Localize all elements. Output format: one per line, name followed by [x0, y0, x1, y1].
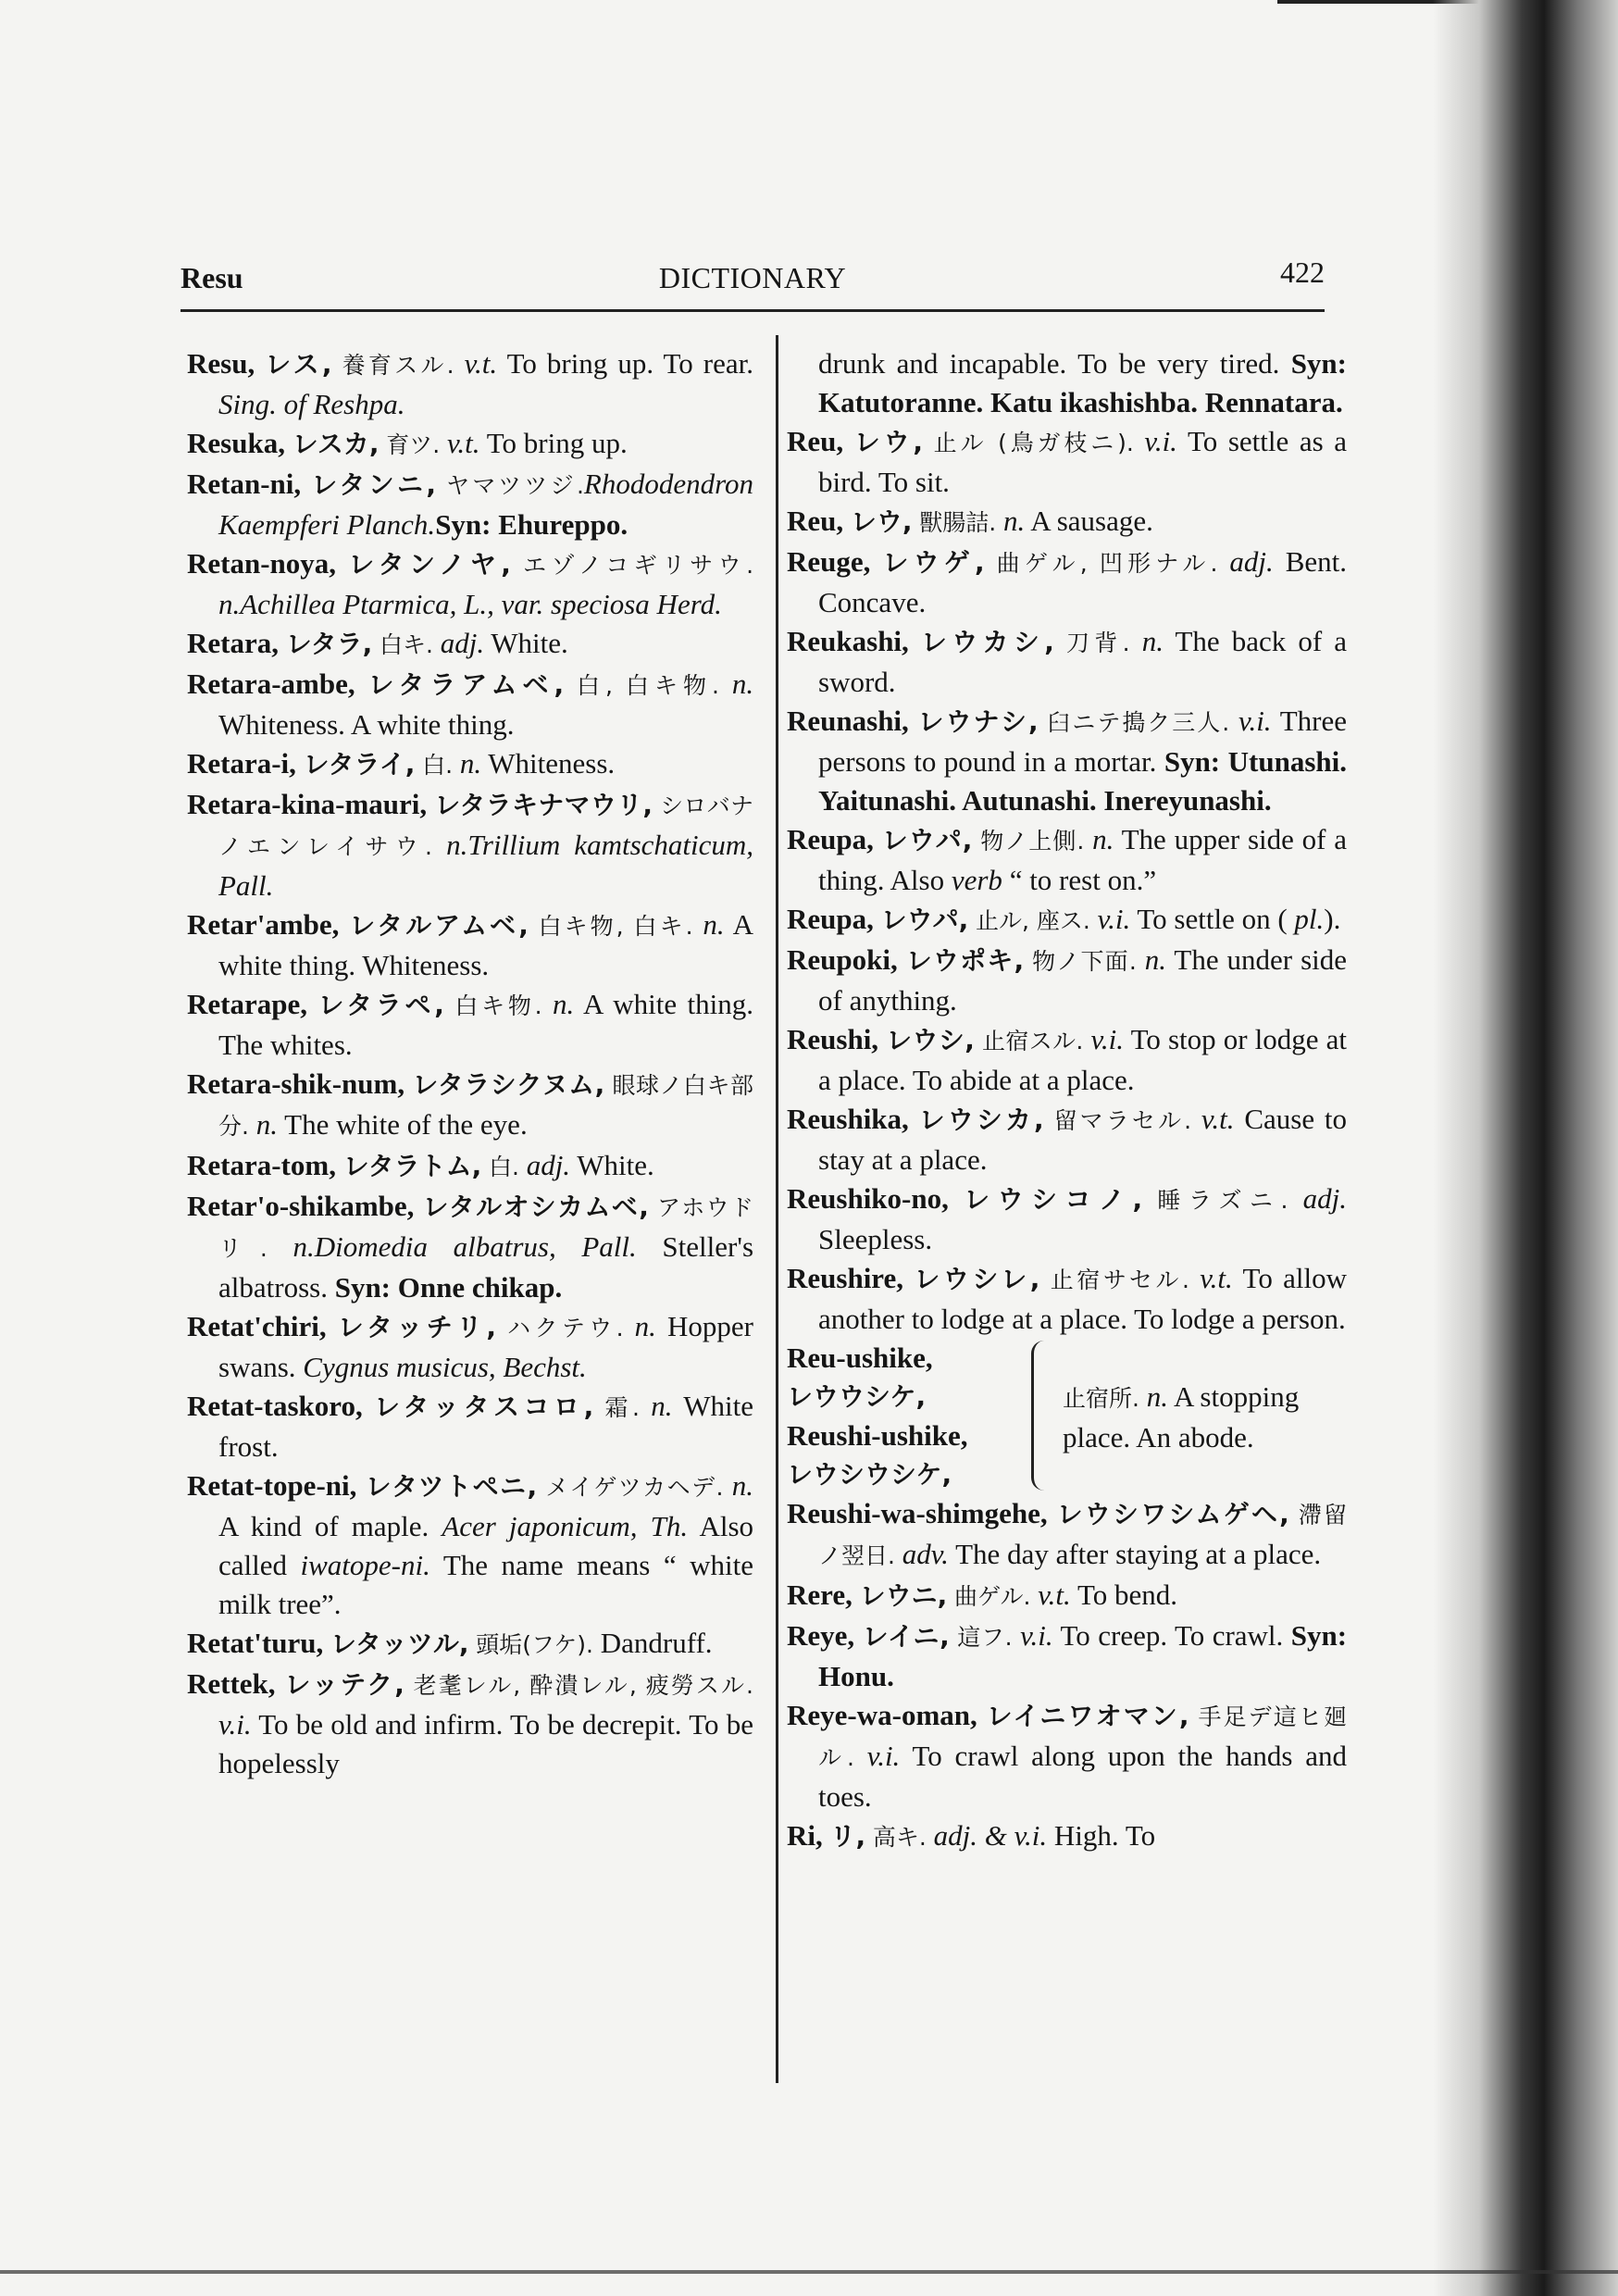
english-gloss: Hopper swans. [218, 1310, 753, 1383]
grouped-kanji: 止宿所. [1063, 1385, 1139, 1412]
headword-kana: リ, [829, 1821, 866, 1852]
japanese-gloss: 霜. [604, 1394, 640, 1421]
headword-kana: レウ, [850, 506, 913, 537]
part-of-speech: n. [218, 588, 241, 620]
headword-kana: レタルアムベ, [349, 910, 529, 941]
headword-kana: レス, [265, 349, 332, 380]
grouped-headword: Reu-ushike, [787, 1341, 933, 1374]
part-of-speech: n. [446, 829, 468, 861]
english-gloss: Dandruff. [600, 1627, 713, 1659]
headword: Retan-noya, [187, 547, 337, 580]
part-of-speech: v.t. [1201, 1103, 1235, 1135]
italic-gloss: iwatope-ni. [300, 1549, 430, 1581]
japanese-gloss: 頭垢(フケ). [476, 1631, 593, 1658]
headword: Reushi-wa-shimgehe, [787, 1497, 1048, 1529]
headword: Reunashi, [787, 705, 909, 737]
dictionary-entry [787, 422, 1347, 502]
grouped-headwords [787, 1339, 1046, 1494]
headword-kana: レウポキ, [905, 945, 1025, 976]
japanese-gloss: 物ノ下面. [1032, 948, 1137, 975]
japanese-gloss: 臼ニテ搗ク三人. [1047, 709, 1230, 736]
part-of-speech: n. [292, 1230, 315, 1263]
english-gloss: To be old and infirm. To be decrepit. To be hopelessly [218, 1708, 753, 1779]
dictionary-entry [787, 622, 1347, 702]
dictionary-entry [187, 665, 753, 744]
headword-kana: レウニ, [859, 1580, 948, 1611]
headword-kana: レタライ, [303, 749, 416, 780]
synonyms: Syn: Utunashi. Yaitunashi. Autunashi. Inereyunashi. [818, 745, 1347, 817]
headword-kana: レタッチリ, [337, 1312, 497, 1342]
italic-gloss: Diomedia albatrus, Pall. [314, 1230, 637, 1263]
headword: Retar'o-shikambe, [187, 1190, 415, 1222]
part-of-speech: adv. [902, 1538, 949, 1570]
headword-kana: レウシワシムゲヘ, [1056, 1499, 1289, 1529]
english-gloss: A sausage. [1030, 505, 1153, 537]
synonyms: Syn: Ehureppo. [435, 508, 629, 541]
header-rule [180, 309, 1325, 312]
english-gloss: To crawl along upon the hands and toes. [818, 1740, 1347, 1813]
english-gloss: The under side of anything. [818, 943, 1348, 1017]
japanese-gloss: ハクテウ. [507, 1315, 624, 1341]
dictionary-entry [187, 1387, 753, 1466]
japanese-gloss: 滯留ノ翌日. [818, 1502, 1347, 1569]
right-column [787, 344, 1347, 1857]
part-of-speech: n. [731, 668, 754, 700]
headword-kana: レタンノヤ, [348, 549, 511, 580]
japanese-gloss: 白. [422, 752, 454, 779]
part-of-speech: n. [553, 988, 575, 1020]
headword: Retara-i, [187, 747, 296, 780]
english-gloss: To bend. [1077, 1578, 1178, 1611]
dictionary-entry [787, 820, 1347, 900]
part-of-speech: v.i. [866, 1740, 901, 1772]
part-of-speech: adj. [440, 627, 485, 659]
headword: Resu, [187, 347, 255, 380]
headword: Retara-shik-num, [187, 1067, 405, 1100]
headword: Resuka, [187, 427, 285, 459]
headword-kana: レタラシクヌム, [412, 1069, 605, 1100]
part-of-speech: n. [1144, 943, 1167, 976]
japanese-gloss: 養育スル. [342, 352, 454, 379]
english-gloss: To settle on ( [1137, 903, 1288, 935]
headword-kana: レウシカ, [918, 1104, 1044, 1135]
japanese-gloss: 白, 白キ物. [577, 672, 720, 699]
english-gloss: White frost. [218, 1390, 753, 1463]
dictionary-entry [187, 344, 753, 424]
page-header [180, 256, 1325, 298]
headword-kana: レタラペ, [317, 990, 444, 1020]
dictionary-entry [187, 465, 753, 544]
japanese-gloss: 留マラセル. [1053, 1107, 1192, 1134]
dictionary-entry [187, 1466, 753, 1624]
headword-kana: レウゲ, [882, 547, 985, 578]
headword: Reushiko-no, [787, 1182, 949, 1215]
headword: Retat-tope-ni, [187, 1469, 357, 1502]
grouped-definition [1063, 1378, 1340, 1457]
headword: Retat'chiri, [187, 1310, 327, 1342]
synonyms: Syn: Katutoranne. Katu ikashishba. Rennatara. [818, 347, 1347, 418]
japanese-gloss: ヤマツツジ. [446, 472, 584, 499]
japanese-gloss: 止ル, 座ス. [976, 907, 1090, 934]
japanese-gloss: 這フ. [957, 1624, 1013, 1651]
italic-gloss: Sing. of Reshpa. [218, 388, 405, 420]
italic-gloss: Acer japonicum, Th. [442, 1510, 689, 1542]
brace [1031, 1341, 1054, 1491]
part-of-speech: v.t. [1200, 1262, 1233, 1294]
english-gloss: High. To [1053, 1819, 1156, 1852]
headword: Reushika, [787, 1103, 909, 1135]
headword-kana: レタッタスコロ, [373, 1391, 594, 1422]
dictionary-entry [187, 544, 753, 624]
column-divider [776, 335, 778, 2083]
dictionary-entry [787, 344, 1347, 422]
part-of-speech: v.t. [446, 427, 480, 459]
right-column-entries-after [787, 1494, 1347, 1857]
japanese-gloss: 眼球ノ白キ部分. [218, 1072, 753, 1140]
grouped-entry [787, 1339, 1347, 1494]
english-gloss: A white thing. Whiteness. [218, 908, 754, 981]
gloss-tail: ). [1324, 903, 1341, 935]
english-gloss: To allow another to lodge at a place. To lodge a person. [818, 1262, 1347, 1335]
part-of-speech: adj. [1229, 545, 1274, 578]
dictionary-entry [787, 1020, 1347, 1100]
headword-kana: レタツトペニ, [365, 1471, 538, 1502]
synonyms: Syn: Honu. [818, 1619, 1348, 1692]
headword: Reushire, [787, 1262, 904, 1294]
part-of-speech: adj. [1302, 1182, 1348, 1215]
headword-kana: レスカ, [292, 429, 380, 459]
english-gloss: To settle as a bird. To sit. [818, 425, 1348, 498]
gloss-tail: Also called [218, 1510, 754, 1581]
dictionary-entry [187, 1065, 753, 1146]
english-gloss: Three persons to pound in a mortar. [818, 705, 1348, 778]
part-of-speech: v.i. [1238, 705, 1272, 737]
dictionary-entry [187, 1146, 753, 1187]
dictionary-entry [187, 785, 753, 905]
italic-gloss: Rhododendron Kaempferi Planch. [218, 468, 753, 541]
japanese-gloss: 止宿サセル. [1050, 1267, 1189, 1293]
headword: Reuge, [787, 545, 871, 578]
headword-kana: レウカシ, [920, 627, 1054, 657]
part-of-speech: n. [703, 908, 725, 941]
english-gloss: A white thing. The whites. [218, 988, 754, 1061]
english-gloss: To creep. To crawl. [1060, 1619, 1291, 1652]
grouped-headword: Reushi-ushike, [787, 1419, 968, 1452]
japanese-gloss: 白キ物, 白キ. [538, 913, 693, 940]
italic-gloss: Achillea Ptarmica, L., var. speciosa Herd. [240, 588, 722, 620]
part-of-speech: n. [731, 1469, 753, 1502]
part-of-speech: v.t. [464, 347, 498, 380]
english-gloss: The back of a sword. [818, 625, 1348, 698]
dictionary-entry [187, 905, 753, 985]
headword-kana: レウシレ, [914, 1264, 1040, 1294]
dictionary-entry [187, 985, 753, 1065]
headword-kana: レタッツル, [330, 1628, 469, 1659]
japanese-gloss: 止宿スル. [981, 1028, 1084, 1054]
headword: Retara-ambe, [187, 668, 355, 700]
headword-kana: レウナシ, [917, 706, 1039, 737]
part-of-speech: n. [634, 1310, 656, 1342]
part-of-speech: adj. [526, 1149, 571, 1181]
english-gloss: Sleepless. [818, 1223, 933, 1255]
japanese-gloss: 高キ. [872, 1824, 927, 1851]
part-of-speech: n. [1092, 823, 1114, 855]
english-gloss: The white of the eye. [284, 1108, 528, 1141]
part-of-speech: v.i. [1090, 1023, 1125, 1055]
dictionary-entry [787, 1576, 1347, 1616]
japanese-gloss: エゾノコギリサウ. [523, 552, 754, 579]
headword-kana: レウパ, [881, 825, 973, 855]
dictionary-entry [787, 1100, 1347, 1179]
book-gutter-shadow [1433, 0, 1618, 2296]
dictionary-entry [787, 1179, 1347, 1259]
headword: Reu, [787, 425, 844, 457]
headword: Retara-tom, [187, 1149, 336, 1181]
headword: Reu, [787, 505, 844, 537]
italic-gloss: verb [951, 864, 1002, 896]
dictionary-entry [787, 502, 1347, 543]
part-of-speech: v.t. [1038, 1578, 1071, 1611]
headword: Rere, [787, 1578, 853, 1611]
gloss-tail: Steller's albatross. [218, 1230, 754, 1304]
headword: Reupa, [787, 823, 874, 855]
japanese-gloss: 曲ゲル, 凹形ナル. [996, 550, 1218, 577]
headword: Reye-wa-oman, [787, 1699, 977, 1731]
dictionary-entry [787, 1816, 1347, 1857]
headword: Reupoki, [787, 943, 898, 976]
dictionary-entry [787, 900, 1347, 941]
english-gloss: Cause to stay at a place. [818, 1103, 1348, 1176]
grouped-headword-kana: レウウシケ, [787, 1381, 927, 1412]
japanese-gloss: 獸腸詰. [919, 509, 997, 536]
japanese-gloss: 止ル (鳥ガ枝ニ). [933, 430, 1134, 456]
headword-kana: レタラアムベ, [367, 669, 565, 700]
headword-kana: レタンニ, [311, 469, 437, 500]
headword: Retat-taskoro, [187, 1390, 363, 1422]
japanese-gloss: メイゲツカヘデ. [545, 1474, 724, 1501]
japanese-gloss: 白キ. [380, 631, 433, 658]
headword: Retara-kina-mauri, [187, 788, 428, 820]
running-head-title: DICTIONARY [658, 261, 847, 294]
headword: Reukashi, [787, 625, 909, 657]
japanese-gloss: 老耄レル, 酔潰レル, 疲勞スル. [413, 1672, 753, 1699]
headword-kana: レウパ, [880, 905, 969, 935]
synonyms: Syn: Onne chikap. [334, 1271, 563, 1304]
headword-kana: レタラ, [285, 629, 373, 659]
grouped-pos: n. [1146, 1380, 1168, 1413]
part-of-speech: v.i. [1144, 425, 1177, 457]
page-number: 422 [1280, 256, 1325, 289]
part-of-speech: n. [651, 1390, 673, 1422]
dictionary-entry [187, 624, 753, 665]
grouped-gloss: A stopping place. An abode. [1063, 1380, 1300, 1454]
left-column [187, 344, 753, 1783]
part-of-speech: n. [255, 1108, 278, 1141]
dictionary-entry [187, 744, 753, 785]
italic-gloss: Cygnus musicus, Bechst. [303, 1351, 587, 1383]
japanese-gloss: 育ツ. [386, 431, 441, 458]
part-of-speech: n. [1141, 625, 1164, 657]
headword-kana: レタラトム, [342, 1151, 482, 1181]
japanese-gloss: 手足デ這ヒ廻ル. [818, 1703, 1348, 1771]
english-gloss: drunk and incapable. To be very tired. [818, 347, 1291, 380]
headword-kana: レウシ, [886, 1025, 975, 1055]
japanese-gloss: 睡ラズニ. [1157, 1187, 1288, 1214]
part-of-speech: adj. & v.i. [933, 1819, 1048, 1852]
english-gloss: Whiteness. [488, 747, 616, 780]
headword-kana: レッテク, [284, 1669, 404, 1700]
bottom-edge-rule [0, 2270, 1618, 2274]
japanese-gloss: 白キ物. [454, 992, 542, 1019]
italic-gloss: pl. [1294, 903, 1325, 935]
dictionary-entry [187, 1624, 753, 1665]
headword: Retara, [187, 627, 279, 659]
headword: Rettek, [187, 1667, 276, 1700]
gloss-tail: “ to rest on.” [1002, 864, 1157, 896]
headword-kana: レウシコノ, [964, 1184, 1143, 1215]
headword: Retan-ni, [187, 468, 302, 500]
headword: Ri, [787, 1819, 823, 1852]
dictionary-entry [787, 702, 1347, 820]
english-gloss: Whiteness. A white thing. [218, 708, 515, 741]
japanese-gloss: 刀背. [1065, 630, 1130, 656]
headword: Retat'turu, [187, 1627, 324, 1659]
english-gloss: White. [577, 1149, 654, 1181]
dictionary-entry [787, 543, 1347, 622]
dictionary-entry [787, 1696, 1347, 1816]
japanese-gloss: アホウドリ. [218, 1194, 754, 1262]
english-gloss: To bring up. To rear. [506, 347, 754, 380]
headword: Retar'ambe, [187, 908, 340, 941]
headword-kana: レウ, [853, 427, 924, 457]
english-gloss: To bring up. [486, 427, 628, 459]
dictionary-entry [787, 1494, 1347, 1576]
english-gloss: The upper side of a thing. Also [818, 823, 1348, 896]
dictionary-entry [787, 1259, 1347, 1339]
dictionary-entry [187, 1307, 753, 1387]
headword: Retarape, [187, 988, 307, 1020]
english-gloss: A kind of maple. [218, 1510, 442, 1542]
right-column-entries [787, 344, 1347, 1339]
english-gloss: To stop or lodge at a place. To abide at a place. [818, 1023, 1348, 1096]
dictionary-entry [187, 1187, 753, 1307]
japanese-gloss: 白. [488, 1154, 519, 1180]
part-of-speech: v.i. [218, 1708, 252, 1741]
part-of-speech: n. [459, 747, 482, 780]
english-gloss: Bent. Concave. [818, 545, 1348, 618]
gloss-tail: The name means “ white milk tree”. [218, 1549, 753, 1620]
headword-kana: レタルオシカムベ, [422, 1192, 649, 1222]
dictionary-entry [187, 424, 753, 465]
headword: Reushi, [787, 1023, 879, 1055]
dictionary-entry [787, 1616, 1347, 1696]
japanese-gloss: 物ノ上側. [980, 828, 1085, 855]
part-of-speech: v.i. [1097, 903, 1131, 935]
headword: Reye, [787, 1619, 855, 1652]
dictionary-entry [187, 1665, 753, 1783]
english-gloss: The day after staying at a place. [955, 1538, 1322, 1570]
headword-kana: レイニ, [862, 1621, 950, 1652]
japanese-gloss: 曲ゲル. [954, 1583, 1031, 1610]
headword: Reupa, [787, 903, 874, 935]
japanese-gloss: シロバナノエンレイサウ. [218, 792, 753, 860]
english-gloss: White. [491, 627, 568, 659]
part-of-speech: v.i. [1020, 1619, 1053, 1652]
headword-kana: レタラキナマウリ, [434, 790, 653, 820]
part-of-speech: n. [1002, 505, 1026, 537]
grouped-headword-kana: レウシウシケ, [787, 1459, 952, 1490]
italic-gloss: Trillium kamtschaticum, Pall. [218, 829, 754, 902]
running-head-word: Resu [180, 261, 243, 294]
dictionary-entry [787, 941, 1347, 1020]
headword-kana: レイニワオマン, [986, 1701, 1189, 1731]
